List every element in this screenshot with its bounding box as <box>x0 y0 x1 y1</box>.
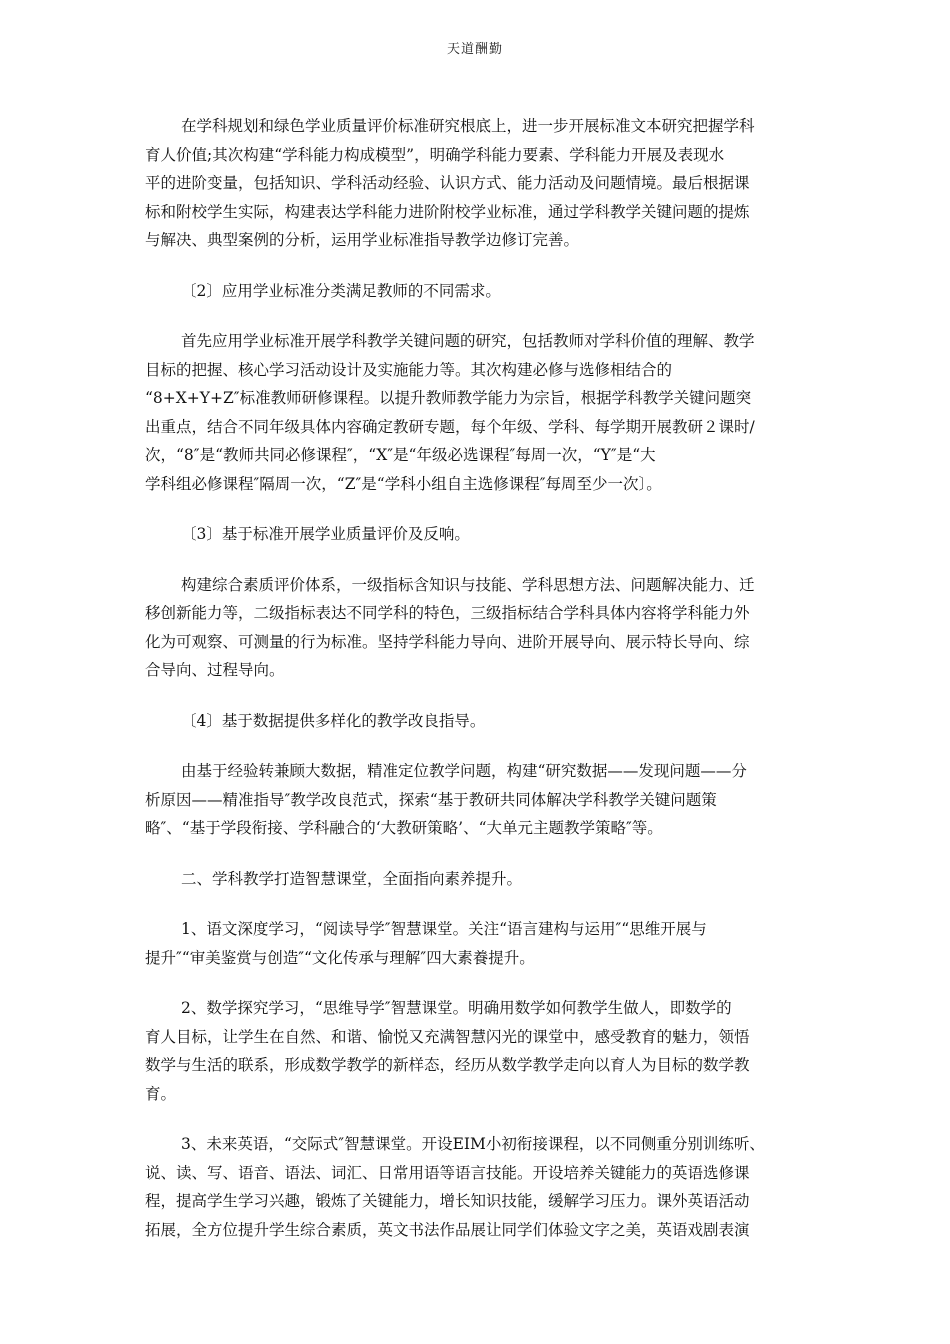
text-line: 略″、“基于学段衔接、学科融合的‘大教研策略’、“大单元主题教学策略″等。 <box>145 819 663 837</box>
text-line: 〔3〕基于标准开展学业质量评价及反响。 <box>181 525 470 543</box>
paragraph <box>145 327 817 498</box>
paragraph-gap <box>145 972 817 994</box>
paragraph <box>145 757 817 843</box>
text-line: 拓展，全方位提升学生综合素质，英文书法作品展让同学们体验文字之美，英语戏剧表演 <box>145 1220 750 1239</box>
paragraph-gap <box>145 1108 817 1130</box>
text-line: 化为可观察、可测量的行为标准。坚持学科能力导向、进阶开展导向、展示特长导向、综 <box>145 632 750 651</box>
text-line: 〔2〕应用学业标准分类满足教师的不同需求。 <box>181 281 501 300</box>
paragraph-gap <box>145 735 817 757</box>
paragraph-gap <box>145 893 817 915</box>
text-line: 二、学科教学打造智慧课堂，全面指向素养提升。 <box>181 869 523 888</box>
paragraph <box>145 1130 817 1244</box>
paragraph-gap <box>145 498 817 520</box>
paragraph-gap <box>145 685 817 707</box>
text-line: 由基于经验转兼顾大数据，精准定位教学问题，构建“研究数据——发现问题——分 <box>181 762 747 780</box>
text-line: 合导向、过程导向。 <box>145 661 285 679</box>
page-header: 天道酬勤 <box>446 42 503 57</box>
text-line: 1、语文深度学习，“阅读导学″智慧课堂。关注“语言建构与运用″“思维开展与 <box>181 920 707 938</box>
paragraph <box>145 994 817 1108</box>
text-line: 2、数学探究学习，“思维导学″智慧课堂。明确用数学如何教学生做人，即数学的 <box>181 999 732 1017</box>
text-line: 育人价值;其次构建“学科能力构成模型”，明确学科能力要素、学科能力开展及表现水 <box>145 145 725 164</box>
text-line: 平的进阶变量，包括知识、学科活动经验、认识方式、能力活动及问题情境。最后根据课 <box>145 174 750 192</box>
text-line: 〔4〕基于数据提供多样化的教学改良指导。 <box>181 711 486 730</box>
paragraph-gap <box>145 255 817 277</box>
paragraph-gap <box>145 843 817 865</box>
text-line: 出重点，结合不同年级具体内容确定教研专题，每个年级、学科、每学期开展教研２课时/ <box>145 417 755 436</box>
paragraph-gap <box>145 549 817 571</box>
text-line: 标和附校学生实际，构建表达学科能力进阶附校学业标准，通过学科教学关键问题的提炼 <box>145 202 750 221</box>
text-line: 程，提高学生学习兴趣，锻炼了关键能力，增长知识技能，缓解学习压力。课外英语活动 <box>145 1192 750 1210</box>
text-line: 析原因——精准指导″教学改良范式，探索“基于教研共同体解决学科教学关键问题策 <box>145 790 717 809</box>
document-body <box>145 112 817 1244</box>
section-heading <box>145 520 817 549</box>
text-line: 移创新能力等，二级指标表达不同学科的特色，三级指标结合学科具体内容将学科能力外 <box>145 604 750 622</box>
text-line: 育。 <box>145 1084 177 1103</box>
text-line: “8+X+Y+Z″标准教师研修课程。以提升教师教学能力为宗旨，根据学科教学关键问题突 <box>145 389 752 407</box>
text-line: 首先应用学业标准开展学科教学关键问题的研究，包括教师对学科价值的理解、教学 <box>181 332 755 350</box>
text-line: 目标的把握、核心学习活动设计及实施能力等。其次构建必修与选修相结合的 <box>145 360 673 379</box>
paragraph <box>145 915 817 972</box>
text-line: 育人目标，让学生在自然、和谐、愉悦又充满智慧闪光的课堂中，感受教育的魅力，领悟 <box>145 1027 750 1046</box>
section-heading <box>145 707 817 736</box>
text-line: 3、未来英语，“交际式″智慧课堂。开设EIM小初衔接课程，以不同侧重分别训练听、 <box>181 1135 765 1153</box>
paragraph-gap <box>145 305 817 327</box>
text-line: 学科组必修课程″隔周一次，“Z″是“学科小组自主选修课程″每周至少一次〕。 <box>145 474 662 493</box>
text-line: 与解决、典型案例的分析，运用学业标准指导教学边修订完善。 <box>145 231 580 249</box>
paragraph <box>145 571 817 685</box>
section-heading <box>145 865 817 894</box>
text-line: 数学与生活的联系，形成数学教学的新样态，经历从数学教学走向以育人为目标的数学教 <box>145 1056 750 1074</box>
text-line: 构建综合素质评价体系，一级指标含知识与技能、学科思想方法、问题解决能力、迁 <box>181 575 755 594</box>
paragraph <box>145 112 817 255</box>
text-line: 在学科规划和绿色学业质量评价标准研究根底上，进一步开展标准文本研究把握学科 <box>181 117 755 135</box>
text-line: 说、读、写、语音、语法、词汇、日常用语等语言技能。开设培养关键能力的英语选修课 <box>145 1163 750 1182</box>
section-heading <box>145 277 817 306</box>
text-line: 提升″“审美鉴赏与创造″“文化传承与理解″四大素養提升。 <box>145 948 535 967</box>
text-line: 次，“8″是“教师共同必修课程″，“X″是“年级必选课程″每周一次，“Y″是“大 <box>145 446 656 464</box>
